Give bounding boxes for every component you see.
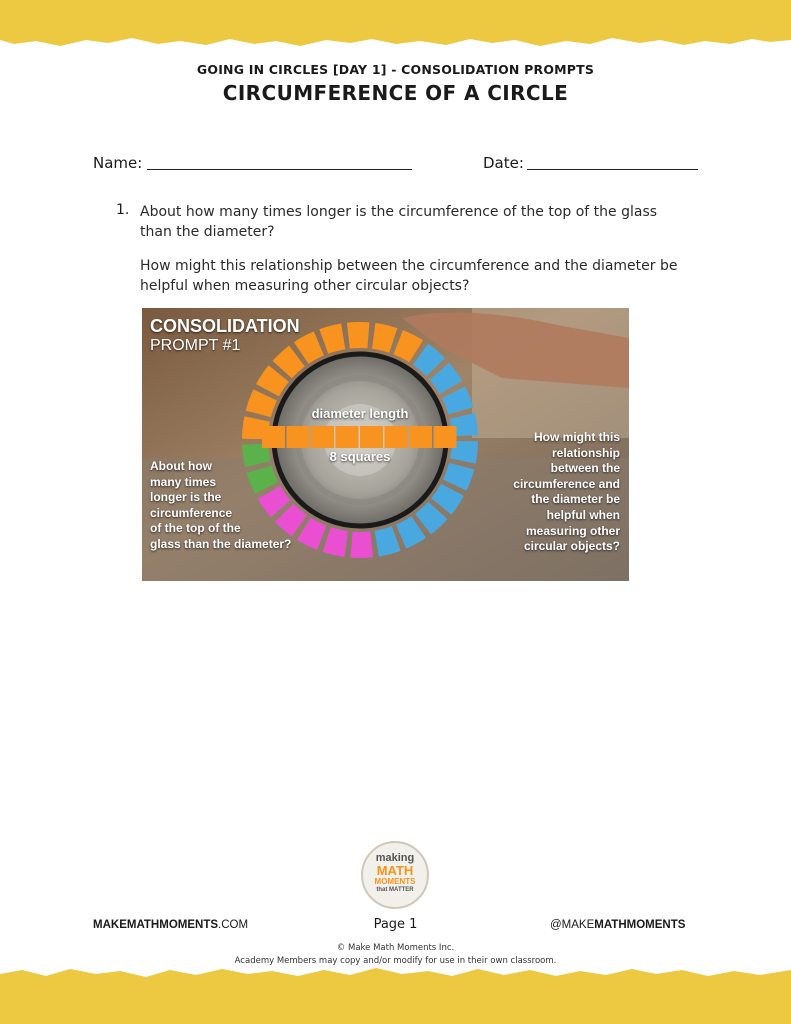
diameter-length-label: diameter length [311,406,409,421]
left-prompt-line: longer is the [150,490,222,505]
question-line-4: helpful when measuring other circular objects? [140,278,470,294]
question-line-1: About how many times longer is the circumference of the top of the glass [140,204,658,220]
circumference-square [347,322,370,349]
diameter-square [287,426,310,448]
left-prompt-line: of the top of the [150,521,241,536]
name-label: Name: [93,154,143,172]
right-prompt-line: measuring other [525,523,620,538]
make-math-moments-logo [361,841,429,909]
handle-prefix: @MAKE [550,919,595,931]
right-prompt [472,430,620,555]
diameter-square [434,426,457,448]
website-bold: MOMENTS [159,919,219,931]
right-prompt-line: between the [550,461,620,476]
right-prompt-line: the diameter be [531,492,620,507]
name-field[interactable] [147,169,412,170]
right-prompt-line: How might this [534,430,620,444]
right-prompt-line: circular objects? [523,539,620,554]
worksheet-subtitle: GOING IN CIRCLES [DAY 1] - CONSOLIDATION PROMPTS [196,62,595,77]
left-prompt-line: many times [150,474,217,489]
question-line-2: than the diameter? [140,224,275,240]
worksheet-title: CIRCUMFERENCE OF A CIRCLE [222,81,569,105]
circumference-square [351,531,374,558]
right-prompt-line: relationship [551,445,620,460]
date-label: Date: [483,154,524,172]
eight-squares-label: 8 squares [329,449,391,464]
logo-line-2: MATH [376,863,414,878]
left-prompt-line: About how [150,459,212,473]
diameter-square [311,426,334,448]
logo-line-4: that MATTER [376,887,414,893]
right-prompt-line: circumference and [513,476,620,491]
page-number: Page 1 [373,917,418,932]
website-prefix: MAKEMATH [93,919,160,931]
diameter-square [336,426,359,448]
badge-title: CONSOLIDATION [150,316,300,336]
copyright-text: © Make Math Moments Inc. [336,943,455,953]
handle-mid: MATH [594,919,627,931]
logo-line-3: MOMENTS [374,877,416,886]
question-number: 1. [116,202,130,218]
logo-line-1: making [375,852,415,864]
badge-subtitle: PROMPT #1 [150,337,241,354]
date-field[interactable] [527,169,698,170]
social-handle[interactable] [550,919,685,931]
website-suffix: .COM [218,919,249,931]
diameter-square [409,426,432,448]
license-text: Academy Members may copy and/or modify for use in their own classroom. [234,956,557,966]
left-prompt-line: glass than the diameter? [150,536,292,551]
left-prompt-line: circumference [150,505,233,520]
left-prompt [150,459,291,553]
question-line-3: How might this relationship between the circumference and the diameter be [140,258,678,274]
diameter-square [262,426,285,448]
bottom-decorative-band [0,960,791,1024]
consolidation-prompt-image [142,308,629,581]
right-prompt-line: helpful when [546,507,620,522]
top-decorative-band [0,0,791,58]
handle-bold: MOMENTS [626,919,686,931]
diameter-square [385,426,408,448]
diameter-square [360,426,383,448]
